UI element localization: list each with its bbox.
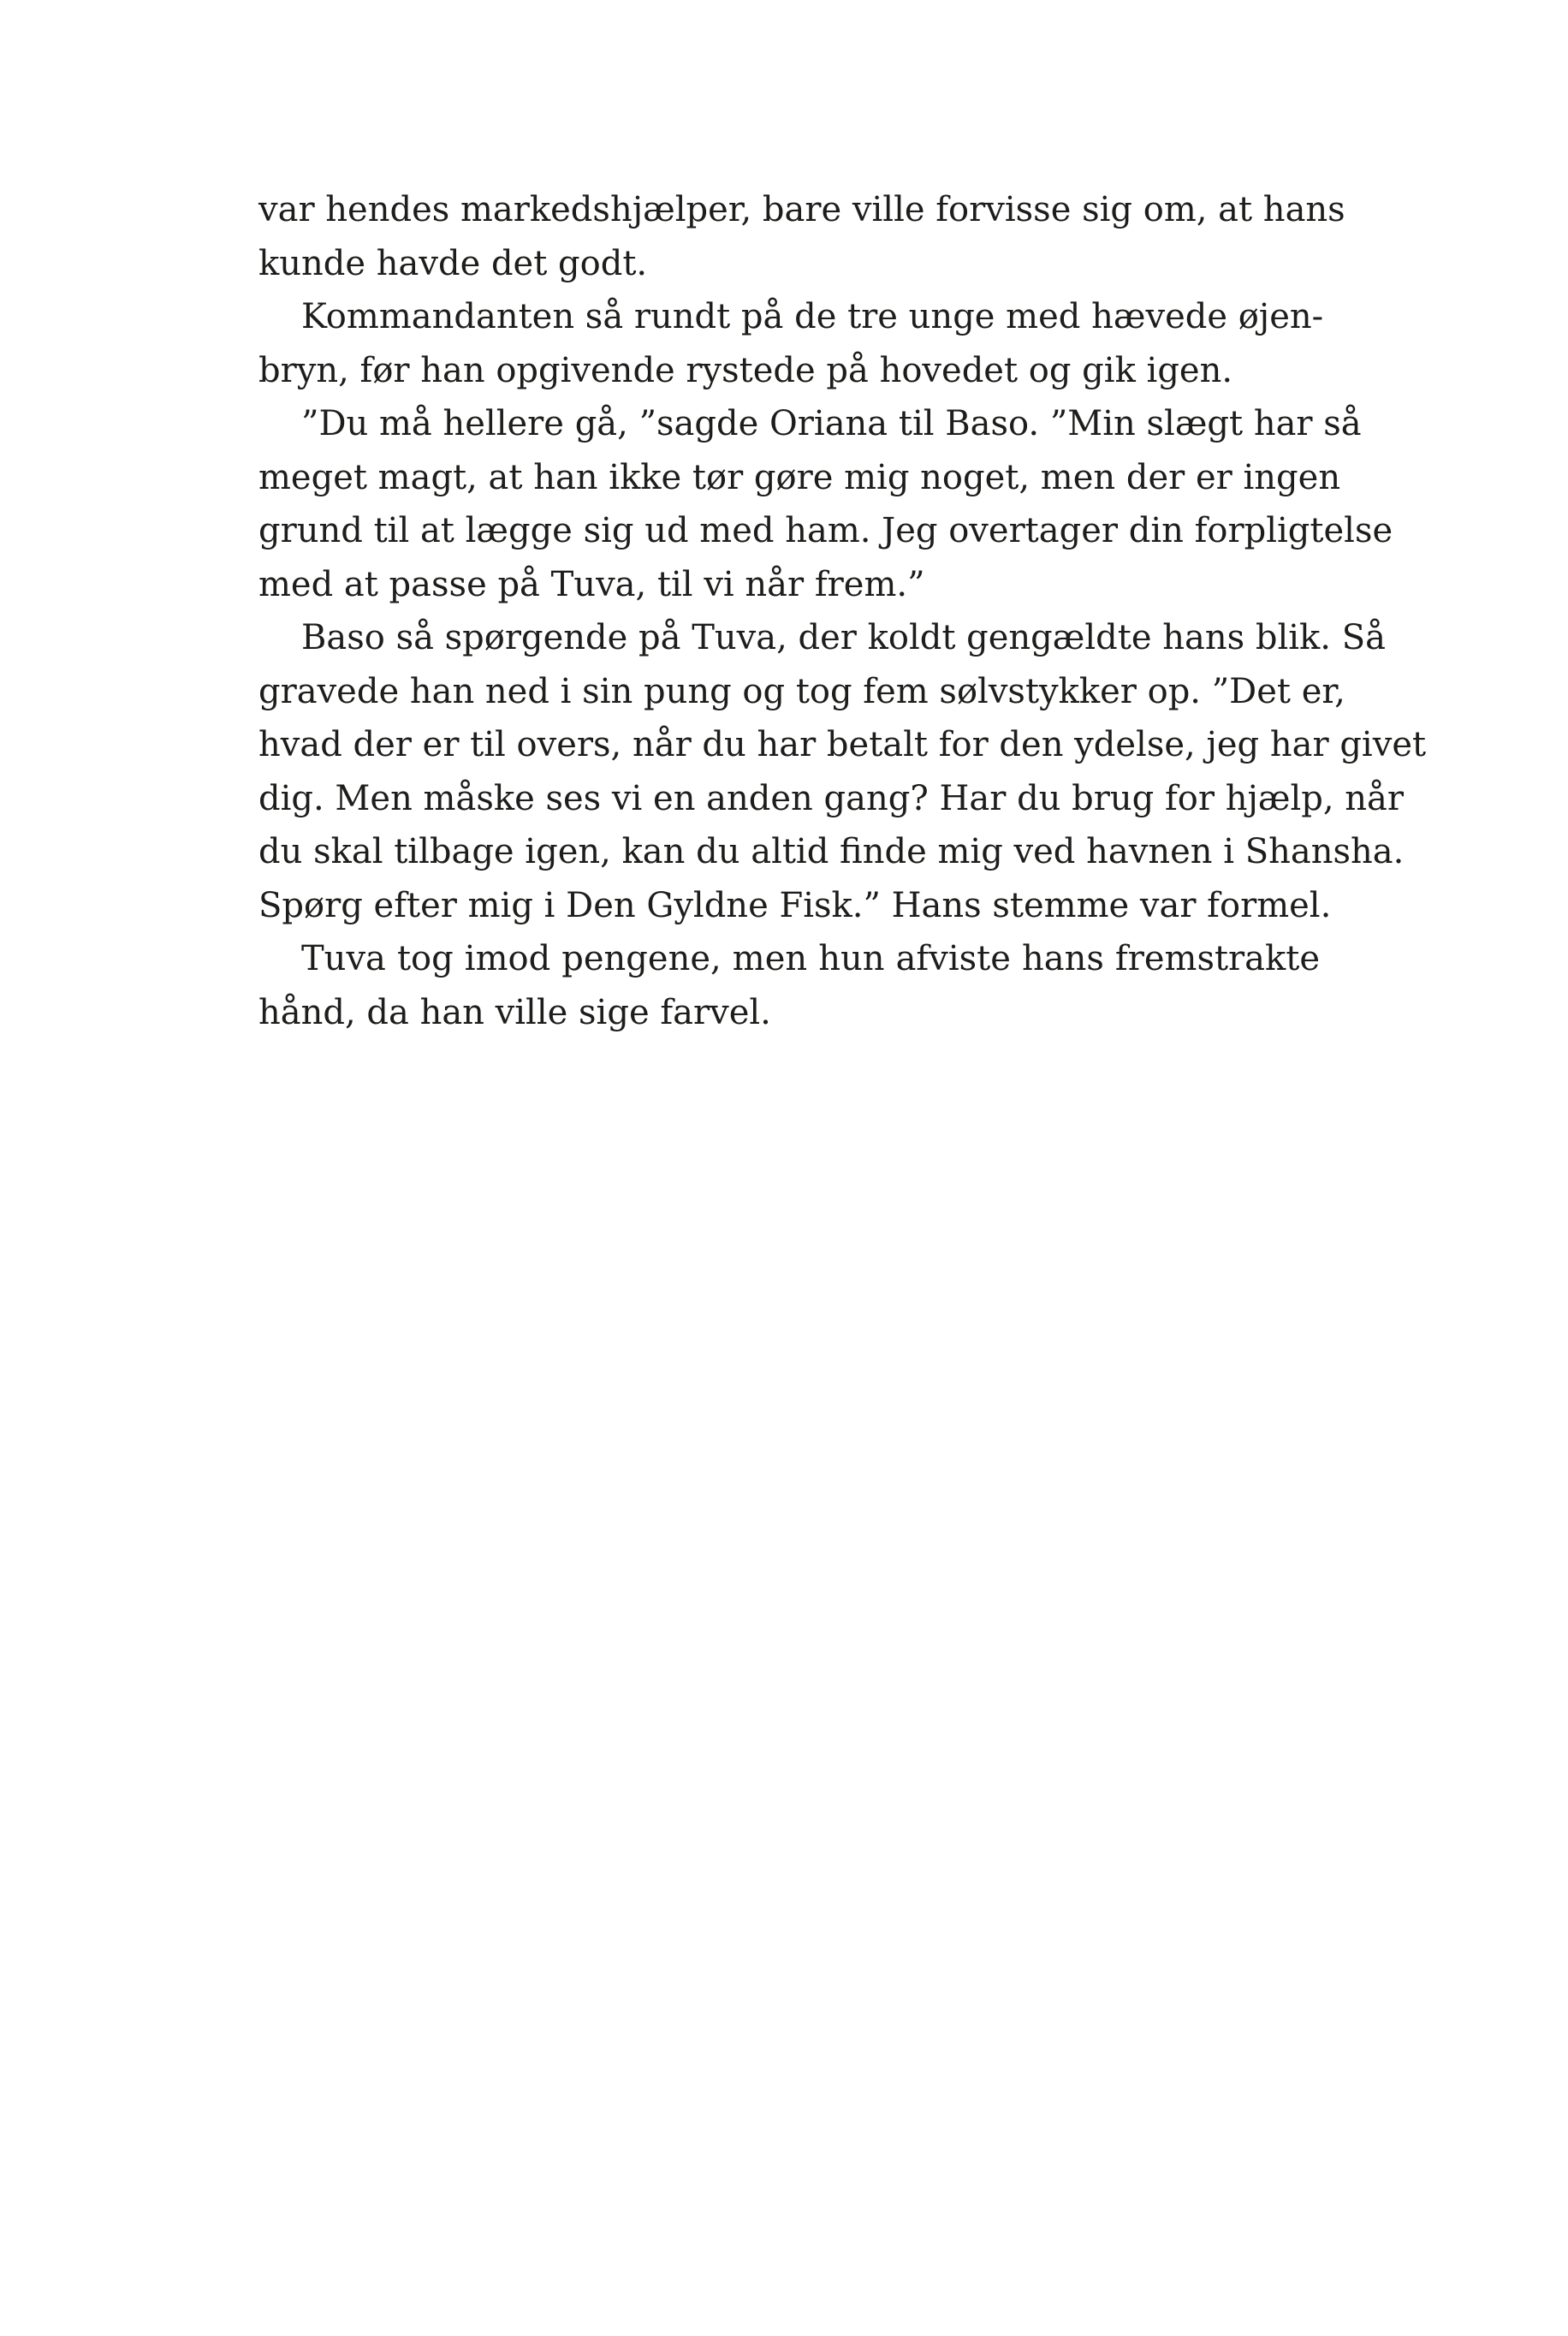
text-line: ”Du må hellere gå, ”sagde Oriana til Baso. ”Min slægt har så (301, 404, 1362, 443)
text-line: med at passe på Tuva, til vi når frem.” (258, 564, 925, 604)
text-line: meget magt, at han ikke tør gøre mig noget, men der er ingen (258, 457, 1341, 497)
text-line: Baso så spørgende på Tuva, der koldt gengældte hans blik. Så (301, 618, 1386, 657)
text-line: Kommandanten så rundt på de tre unge med hævede øjen- (301, 297, 1324, 336)
text-line: du skal tilbage igen, kan du altid finde mig ved havnen i Shansha. (258, 832, 1405, 871)
text-line: gravede han ned i sin pung og tog fem sølvstykker op. ”Det er, (258, 671, 1345, 711)
text-line: var hendes markedshjælper, bare ville forvisse sig om, at hans (258, 190, 1345, 229)
text-line: dig. Men måske ses vi en anden gang? Har du brug for hjælp, når (258, 778, 1405, 818)
text-line: grund til at lægge sig ud med ham. Jeg overtager din forpligtelse (258, 511, 1393, 550)
text-line: kunde havde det godt. (258, 243, 648, 283)
text-line: Tuva tog imod pengene, men hun afviste hans fremstrakte (301, 939, 1320, 978)
text-line: hvad der er til overs, når du har betalt for den ydelse, jeg har givet (258, 725, 1427, 764)
text-line: bryn, før han opgivende rystede på hovedet og gik igen. (258, 350, 1233, 390)
text-line: hånd, da han ville sige farvel. (258, 992, 771, 1032)
text-line: Spørg efter mig i Den Gyldne Fisk.” Hans stemme var formel. (258, 885, 1332, 925)
body-text (258, 183, 1427, 1039)
